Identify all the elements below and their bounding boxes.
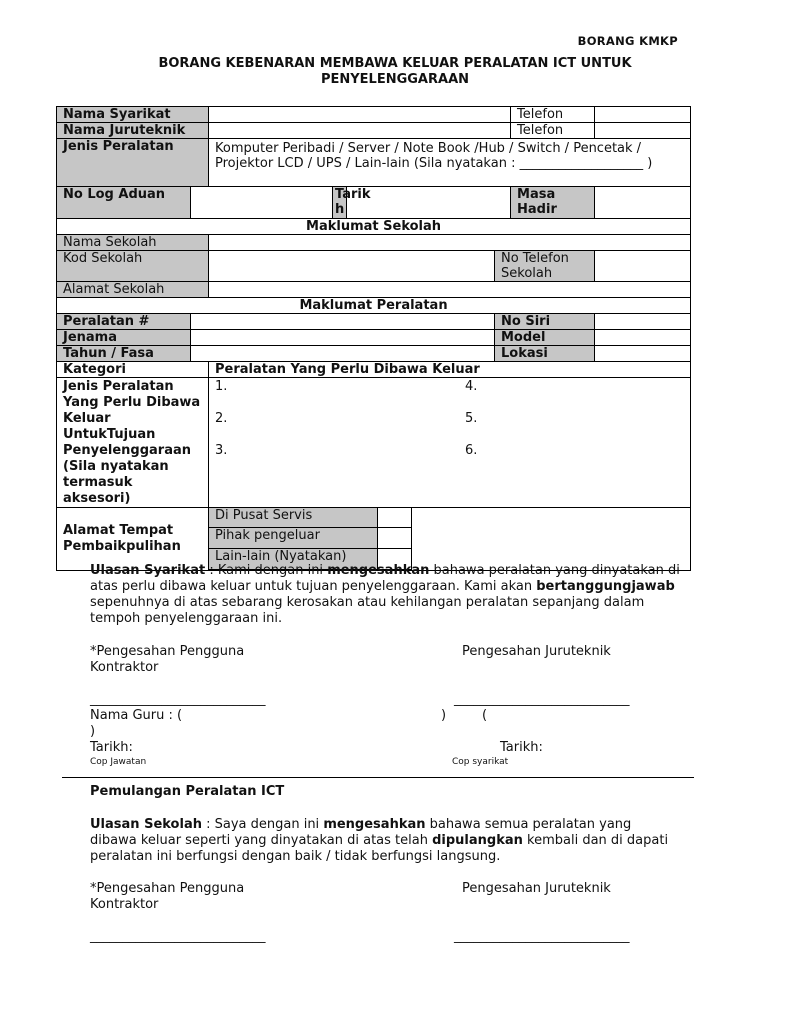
option-lain-lain: Lain-lain (Nyatakan) (209, 549, 378, 570)
cop-syarikat: Cop syarikat (452, 757, 509, 767)
label-no-log-aduan: No Log Aduan (57, 187, 191, 219)
ulasan-syarikat-text-3: sepenuhnya di atas sebarang kerosakan atau kehilangan peralatan sepanjang dalam tempoh penyelenggaraan ini. (90, 595, 645, 626)
checkbox-pihak-pengeluar[interactable] (378, 528, 412, 549)
ulasan-syarikat-text-1: : Kami dengan ini (205, 563, 328, 578)
section-maklumat-peralatan: Maklumat Peralatan (57, 298, 691, 314)
field-masa-hadir[interactable] (595, 187, 691, 219)
field-telefon-2[interactable] (595, 123, 691, 139)
field-alamat-tempat (209, 508, 691, 571)
field-jenis-peralatan[interactable]: Komputer Peribadi / Server / Note Book /Hub / Switch / Pencetak / Projektor LCD / UPS / Lain-lain (Sila nyatakan : ___________________ ) (209, 139, 691, 187)
sig2-left-label-line1: *Pengesahan Pengguna (90, 881, 245, 896)
title-line-1: BORANG KEBENARAN MEMBAWA KELUAR PERALATAN ICT UNTUK (158, 56, 632, 71)
label-alamat-sekolah: Alamat Sekolah (57, 282, 209, 298)
ulasan-sekolah (90, 817, 680, 865)
section-maklumat-sekolah: Maklumat Sekolah (57, 219, 691, 235)
field-telefon-1[interactable] (595, 107, 691, 123)
option-pusat-servis: Di Pusat Servis (209, 508, 378, 528)
field-jenama[interactable] (191, 330, 495, 346)
item-1: 1. (215, 379, 228, 394)
ulasan-sekolah-text-1: : Saya dengan ini (201, 817, 324, 832)
pemulangan-heading: Pemulangan Peralatan ICT (90, 784, 285, 799)
field-no-siri[interactable] (595, 314, 691, 330)
label-telefon-2: Telefon (511, 123, 595, 139)
item-2: 2. (215, 411, 228, 426)
label-tahun-fasa: Tahun / Fasa (57, 346, 191, 362)
field-kod-sekolah[interactable] (209, 251, 495, 282)
form-code: BORANG KMKP (577, 34, 678, 48)
ulasan-syarikat-bold-1: mengesahkan (327, 563, 430, 578)
ulasan-syarikat-bold-2: bertanggungjawab (536, 579, 675, 594)
item-3: 3. (215, 443, 228, 458)
label-nama-juruteknik: Nama Juruteknik (57, 123, 209, 139)
cop-jawatan: Cop Jawatan (90, 757, 147, 767)
ulasan-syarikat (90, 563, 680, 627)
label-jenis-dibawa: Jenis Peralatan Yang Perlu Dibawa Keluar UntukTujuan Penyelenggaraan (Sila nyatakan termasuk aksesori) (57, 378, 209, 508)
field-items-dibawa[interactable] (209, 378, 691, 508)
divider (62, 777, 694, 778)
label-tarikh: Tarik h (333, 187, 347, 219)
field-no-log-aduan[interactable] (191, 187, 333, 219)
ulasan-sekolah-heading: Ulasan Sekolah (90, 817, 202, 832)
field-nama-sekolah[interactable] (209, 235, 691, 251)
label-telefon-1: Telefon (511, 107, 595, 123)
label-alamat-tempat: Alamat Tempat Pembaikpulihan (57, 508, 209, 571)
sig2-left-label (90, 881, 244, 913)
field-nama-syarikat[interactable] (209, 107, 511, 123)
nama-guru-close: ) (90, 724, 96, 739)
right-paren-open: ( (482, 708, 488, 723)
field-tarikh[interactable] (347, 187, 511, 219)
tarikh-left: Tarikh: (90, 740, 133, 755)
sig1-left-label (90, 644, 244, 676)
label-nama-sekolah: Nama Sekolah (57, 235, 209, 251)
form-table (56, 106, 691, 571)
ulasan-syarikat-heading: Ulasan Syarikat (90, 563, 206, 578)
label-peralatan-dibawa: Peralatan Yang Perlu Dibawa Keluar (209, 362, 691, 378)
ulasan-sekolah-text-2: bahawa semua peralatan yang dibawa keluar seperti yang dinyatakan di atas telah (90, 817, 632, 848)
label-model: Model (495, 330, 595, 346)
sig1-left-line[interactable]: ___________________________ (90, 692, 266, 707)
label-nama-syarikat: Nama Syarikat (57, 107, 209, 123)
sig2-right-line[interactable]: ___________________________ (454, 929, 630, 944)
label-kategori: Kategori (57, 362, 209, 378)
tarikh-right: Tarikh: (500, 740, 543, 755)
field-no-telefon-sekolah[interactable] (595, 251, 691, 282)
title-line-2: PENYELENGGARAAN (320, 72, 470, 87)
field-tahun-fasa[interactable] (191, 346, 495, 362)
sig1-right-label: Pengesahan Juruteknik (462, 644, 611, 659)
field-model[interactable] (595, 330, 691, 346)
sig2-left-label-line2: Kontraktor (90, 897, 159, 912)
label-masa-hadir: Masa Hadir (511, 187, 595, 219)
ulasan-syarikat-text-2: bahawa peralatan yang dinyatakan di atas perlu dibawa keluar untuk tujuan penyelenggaraan. Kami akan (90, 563, 680, 594)
label-jenama: Jenama (57, 330, 191, 346)
label-jenis-peralatan: Jenis Peralatan (57, 139, 209, 187)
form-title (0, 56, 790, 88)
label-no-siri: No Siri (495, 314, 595, 330)
ulasan-sekolah-bold-1: mengesahkan (323, 817, 426, 832)
label-lokasi: Lokasi (495, 346, 595, 362)
sig2-right-label: Pengesahan Juruteknik (462, 881, 611, 896)
label-peralatan-no: Peralatan # (57, 314, 191, 330)
label-kod-sekolah: Kod Sekolah (57, 251, 209, 282)
sig1-left-label-line1: *Pengesahan Pengguna (90, 644, 245, 659)
ulasan-sekolah-bold-2: dipulangkan (432, 833, 523, 848)
field-alamat-sekolah[interactable] (209, 282, 691, 298)
item-5: 5. (465, 411, 478, 426)
right-paren-close: ) (441, 708, 447, 723)
nama-guru-label: Nama Guru : ( (90, 708, 183, 723)
sig1-right-line[interactable]: ___________________________ (454, 692, 630, 707)
sig1-left-label-line2: Kontraktor (90, 660, 159, 675)
label-no-telefon-sekolah: No Telefon Sekolah (495, 251, 595, 282)
option-pihak-pengeluar: Pihak pengeluar (209, 528, 378, 549)
item-6: 6. (465, 443, 478, 458)
field-nama-juruteknik[interactable] (209, 123, 511, 139)
field-lokasi[interactable] (595, 346, 691, 362)
checkbox-pusat-servis[interactable] (378, 508, 412, 528)
item-4: 4. (465, 379, 478, 394)
field-peralatan-no[interactable] (191, 314, 495, 330)
ulasan-sekolah-text-3: kembali dan di dapati peralatan ini berfungsi dengan baik / tidak berfungsi langsung. (90, 833, 669, 864)
sig2-left-line[interactable]: ___________________________ (90, 929, 266, 944)
